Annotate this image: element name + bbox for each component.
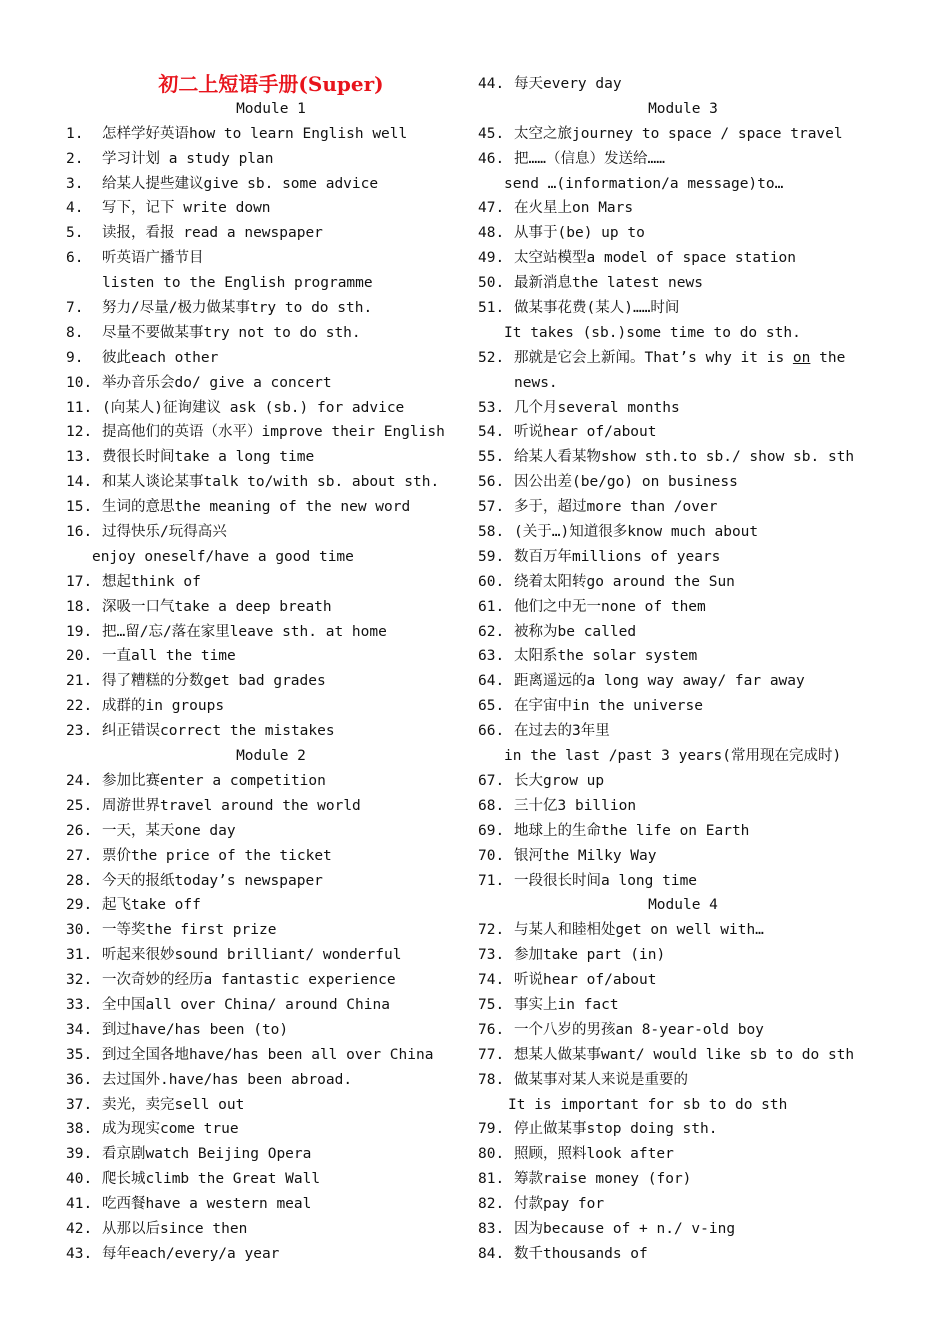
phrase-item: [478, 1142, 878, 1167]
item-text: 听英语广播节目: [102, 250, 204, 267]
phrase-item: [66, 1093, 466, 1118]
item-text: 一次奇妙的经历a fantastic experience: [102, 972, 396, 989]
phrase-item: [478, 968, 878, 993]
module-heading: Module 3: [648, 100, 718, 117]
phrase-item: [66, 1242, 466, 1267]
item-number: 65.: [478, 698, 505, 715]
phrase-item: [478, 396, 878, 421]
phrase-item: [478, 271, 878, 296]
item-text: 听起来很妙sound brilliant/ wonderful: [102, 947, 402, 964]
phrase-item: [478, 918, 878, 943]
phrase-item: [66, 246, 466, 271]
item-number: 51.: [478, 300, 505, 317]
item-number: 22.: [66, 698, 93, 715]
item-text: 那就是它会上新闻。That’s why it is: [514, 349, 793, 366]
item-number: 32.: [66, 972, 93, 989]
item-number: 36.: [66, 1071, 93, 1088]
item-number: 1.: [66, 125, 84, 142]
item-text: 一直all the time: [102, 648, 236, 665]
item-text: 到过全国各地have/has been all over China: [102, 1046, 434, 1063]
item-text: 深吸一口气take a deep breath: [102, 598, 332, 615]
item-number: 66.: [478, 723, 505, 740]
phrase-item: [478, 1167, 878, 1192]
item-text: 数百万年millions of years: [514, 548, 721, 565]
item-text: 听说hear of/about: [514, 424, 657, 441]
item-number: 20.: [66, 648, 93, 665]
item-number: 61.: [478, 598, 505, 615]
phrase-continuation: enjoy oneself/have a good time: [92, 548, 354, 565]
item-text: 筹款raise money (for): [514, 1171, 692, 1188]
item-text: 太空站模型a model of space station: [514, 250, 797, 267]
item-number: 14.: [66, 474, 93, 491]
underlined-word: on: [792, 349, 811, 366]
item-text: 爬长城climb the Great Wall: [102, 1171, 321, 1188]
item-number: 24.: [66, 772, 93, 789]
item-text: 想起think of: [102, 573, 201, 590]
item-number: 18.: [66, 598, 93, 615]
phrase-item: [478, 1192, 878, 1217]
item-number: 21.: [66, 673, 93, 690]
item-text: 太阳系the solar system: [514, 648, 698, 665]
phrase-item: [66, 1043, 466, 1068]
item-number: 4.: [66, 200, 84, 217]
item-text: 几个月several months: [514, 399, 680, 416]
item-text: 去过国外.have/has been abroad.: [102, 1071, 353, 1088]
item-number: 69.: [478, 822, 505, 839]
phrase-continuation: It takes (sb.)some time to do sth.: [504, 324, 801, 341]
item-text: 周游世界travel around the world: [102, 797, 361, 814]
phrase-item: [66, 719, 466, 744]
item-text: 他们之中无一none of them: [514, 598, 706, 615]
left-column: [66, 72, 466, 1267]
item-number: 54.: [478, 424, 505, 441]
phrase-item: [478, 296, 878, 321]
module-heading: Module 1: [236, 100, 306, 117]
phrase-item: [478, 1242, 878, 1267]
phrase-item: [478, 669, 878, 694]
item-text: 因为because of + n./ v-ing: [514, 1220, 736, 1237]
item-text: 尽量不要做某事try not to do sth.: [102, 324, 361, 341]
item-number: 74.: [478, 972, 505, 989]
phrase-item: [66, 396, 466, 421]
item-number: 44.: [478, 76, 505, 92]
phrase-continuation: send …(information/a message)to…: [504, 175, 784, 192]
item-text: 卖光，卖完sell out: [102, 1096, 245, 1113]
item-number: 52.: [478, 349, 505, 366]
item-text: 过得快乐/玩得高兴: [102, 524, 227, 541]
phrase-item: [478, 1068, 878, 1093]
phrase-item: [66, 172, 466, 197]
item-number: 42.: [66, 1220, 93, 1237]
item-text: 长大grow up: [514, 772, 605, 789]
item-number: 40.: [66, 1171, 93, 1188]
phrase-item: [478, 1217, 878, 1242]
item-text: 把……（信息）发送给……: [514, 150, 665, 167]
phrase-item: [478, 470, 878, 495]
item-text: 多于，超过more than /over: [514, 499, 718, 516]
item-text: 一个八岁的男孩an 8-year-old boy: [514, 1021, 764, 1038]
phrase-item: [66, 122, 466, 147]
phrase-item: [478, 1018, 878, 1043]
item-number: 33.: [66, 996, 93, 1013]
phrase-item: [66, 794, 466, 819]
item-text: 看京剧watch Beijing Opera: [102, 1146, 312, 1163]
phrase-item: [66, 869, 466, 894]
item-text: 从那以后since then: [102, 1220, 248, 1237]
phrase-item: [478, 694, 878, 719]
item-text: 银河the Milky Way: [514, 847, 657, 864]
item-text: (关于…)知道很多know much about: [514, 524, 759, 541]
phrase-item: [478, 620, 878, 645]
item-number: 62.: [478, 623, 505, 640]
item-number: 82.: [478, 1196, 505, 1213]
phrase-continuation: news.: [514, 374, 558, 391]
phrase-item: [66, 1217, 466, 1242]
phrase-item: [478, 570, 878, 595]
phrase-item: [66, 470, 466, 495]
phrase-item: [66, 147, 466, 172]
phrase-item: [66, 968, 466, 993]
item-number: 84.: [478, 1245, 505, 1262]
phrase-item: [478, 196, 878, 221]
phrase-item: [478, 595, 878, 620]
phrase-item: [66, 570, 466, 595]
item-number: 34.: [66, 1021, 93, 1038]
item-number: 56.: [478, 474, 505, 491]
item-text: 在火星上on Mars: [514, 200, 634, 217]
item-number: 55.: [478, 449, 505, 466]
phrase-item: [478, 495, 878, 520]
item-text: 生词的意思the meaning of the new word: [102, 499, 411, 516]
phrase-item: [478, 246, 878, 271]
item-text: 举办音乐会do/ give a concert: [102, 374, 332, 391]
item-text: 太空之旅journey to space / space travel: [514, 125, 843, 142]
item-number: 35.: [66, 1046, 93, 1063]
item-number: 27.: [66, 847, 93, 864]
phrase-continuation: It is important for sb to do sth: [508, 1096, 788, 1113]
item-number: 49.: [478, 250, 505, 267]
phrase-item: [478, 993, 878, 1018]
item-number: 68.: [478, 797, 505, 814]
item-number: 7.: [66, 300, 84, 317]
item-number: 19.: [66, 623, 93, 640]
page-title: 初二上短语手册(Super): [158, 72, 384, 96]
phrase-item: [478, 794, 878, 819]
phrase-item: [66, 1167, 466, 1192]
item-text: 得了糟糕的分数get bad grades: [102, 673, 326, 690]
item-number: 11.: [66, 399, 93, 416]
phrase-item: [66, 196, 466, 221]
item-number: 83.: [478, 1220, 505, 1237]
phrase-item: [66, 694, 466, 719]
item-number: 79.: [478, 1121, 505, 1138]
item-number: 8.: [66, 324, 84, 341]
phrase-item: [478, 1117, 878, 1142]
item-text: 因公出差(be/go) on business: [514, 474, 738, 491]
item-number: 60.: [478, 573, 505, 590]
item-text: 读报，看报 read a newspaper: [102, 225, 323, 242]
item-text: 怎样学好英语how to learn English well: [102, 125, 408, 142]
item-text: 一段很长时间a long time: [514, 872, 698, 889]
item-text: 纠正错误correct the mistakes: [102, 723, 335, 740]
item-text: 做某事花费(某人)……时间: [514, 300, 680, 317]
item-text: 费很长时间take a long time: [102, 449, 315, 466]
phrase-item: [478, 147, 878, 172]
item-number: 3.: [66, 175, 84, 192]
phrase-item: [66, 321, 466, 346]
item-number: 26.: [66, 822, 93, 839]
phrase-item: [66, 1068, 466, 1093]
item-number: 71.: [478, 872, 505, 889]
item-text: 绕着太阳转go around the Sun: [514, 573, 735, 590]
item-number: 17.: [66, 573, 93, 590]
item-text: 三十亿3 billion: [514, 797, 637, 814]
phrase-item: [66, 221, 466, 246]
item-number: 50.: [478, 275, 505, 292]
item-text: 照顾，照料look after: [514, 1146, 674, 1163]
item-number: 70.: [478, 847, 505, 864]
item-text: 学习计划 a study plan: [102, 150, 274, 167]
phrase-item: [478, 445, 878, 470]
phrase-item: [66, 1192, 466, 1217]
item-number: 63.: [478, 648, 505, 665]
item-text-tail: the: [810, 349, 846, 366]
phrase-item: [66, 445, 466, 470]
item-number: 81.: [478, 1171, 505, 1188]
item-number: 67.: [478, 772, 505, 789]
item-text: 想某人做某事want/ would like sb to do sth: [514, 1046, 855, 1063]
item-text: 与某人和睦相处get on well with…: [514, 922, 764, 939]
item-text: 到过have/has been (to): [102, 1021, 289, 1038]
item-text: 付款pay for: [514, 1196, 605, 1213]
right-column: [478, 72, 878, 1267]
phrase-item: [66, 669, 466, 694]
phrase-item: [66, 1142, 466, 1167]
item-number: 15.: [66, 499, 93, 516]
item-number: 28.: [66, 872, 93, 889]
item-text: 距离遥远的a long way away/ far away: [514, 673, 805, 690]
item-number: 29.: [66, 897, 93, 914]
item-text: 努力/尽量/极力做某事try to do sth.: [102, 300, 373, 317]
item-text: 参加take part (in): [514, 947, 666, 964]
phrase-item: [66, 420, 466, 445]
phrase-item: [66, 769, 466, 794]
item-text: 起飞take off: [102, 897, 201, 914]
phrase-item: [66, 296, 466, 321]
item-text: 今天的报纸today’s newspaper: [102, 872, 323, 889]
item-text: 在过去的3年里: [514, 723, 610, 740]
item-text: 听说hear of/about: [514, 972, 657, 989]
phrase-item: [66, 346, 466, 371]
phrase-item: [478, 819, 878, 844]
item-number: 5.: [66, 225, 84, 242]
item-number: 9.: [66, 349, 84, 366]
item-number: 80.: [478, 1146, 505, 1163]
item-number: 16.: [66, 524, 93, 541]
item-text: 参加比赛enter a competition: [102, 772, 326, 789]
item-text: (向某人)征询建议 ask (sb.) for advice: [102, 399, 405, 416]
item-number: 57.: [478, 499, 505, 516]
item-number: 13.: [66, 449, 93, 466]
phrase-item: [478, 1043, 878, 1068]
item-number: 23.: [66, 723, 93, 740]
item-text: 一天，某天one day: [102, 822, 236, 839]
item-number: 77.: [478, 1046, 505, 1063]
phrase-continuation: in the last /past 3 years(常用现在完成时): [504, 748, 842, 765]
item-text: 从事于(be) up to: [514, 225, 645, 242]
item-number: 31.: [66, 947, 93, 964]
phrase-item: [478, 719, 878, 744]
item-text: 写下，记下 write down: [102, 200, 271, 217]
item-text: 全中国all over China/ around China: [102, 996, 390, 1013]
item-text: 停止做某事stop doing sth.: [514, 1121, 718, 1138]
item-number: 41.: [66, 1196, 93, 1213]
phrase-item: [66, 993, 466, 1018]
phrase-item: [66, 371, 466, 396]
item-number: 75.: [478, 996, 505, 1013]
item-number: 45.: [478, 125, 505, 142]
phrase-item: [66, 595, 466, 620]
item-text: 事实上in fact: [514, 996, 619, 1013]
phrase-item: [66, 893, 466, 918]
module-heading: Module 4: [648, 897, 718, 914]
phrase-item: [478, 72, 878, 97]
item-text: 数千thousands of: [514, 1245, 648, 1262]
item-number: 46.: [478, 150, 505, 167]
item-text: 做某事对某人来说是重要的: [514, 1071, 688, 1088]
item-number: 10.: [66, 374, 93, 391]
phrase-item: [478, 122, 878, 147]
item-text: 提高他们的英语（水平）improve their English: [102, 424, 445, 441]
phrase-item: [478, 420, 878, 445]
phrase-item: [66, 1117, 466, 1142]
item-text: 把…留/忘/落在家里leave sth. at home: [102, 623, 387, 640]
phrase-item: [66, 520, 466, 545]
item-number: 39.: [66, 1146, 93, 1163]
item-number: 78.: [478, 1071, 505, 1088]
item-number: 64.: [478, 673, 505, 690]
phrase-item: [66, 644, 466, 669]
item-text: 给某人看某物show sth.to sb./ show sb. sth: [514, 449, 855, 466]
item-number: 73.: [478, 947, 505, 964]
item-text: 成群的in groups: [102, 698, 225, 715]
item-number: 37.: [66, 1096, 93, 1113]
item-text: 最新消息the latest news: [514, 275, 703, 292]
item-number: 76.: [478, 1021, 505, 1038]
item-number: 48.: [478, 225, 505, 242]
item-text: 和某人谈论某事talk to/with sb. about sth.: [102, 474, 440, 491]
phrase-item: [66, 1018, 466, 1043]
item-number: 6.: [66, 250, 84, 267]
item-number: 12.: [66, 424, 93, 441]
item-number: 59.: [478, 548, 505, 565]
phrase-continuation: listen to the English programme: [102, 275, 373, 292]
item-text: 成为现实come true: [102, 1121, 239, 1138]
item-text: 地球上的生命the life on Earth: [514, 822, 750, 839]
phrase-item: [66, 495, 466, 520]
item-text: 给某人提些建议give sb. some advice: [102, 175, 379, 192]
item-number: 43.: [66, 1245, 93, 1262]
phrase-item: [66, 918, 466, 943]
item-number: 25.: [66, 797, 93, 814]
module-heading: Module 2: [236, 748, 306, 765]
phrase-item: [478, 869, 878, 894]
item-number: 30.: [66, 922, 93, 939]
phrase-item: [66, 943, 466, 968]
item-text: 每年each/every/a year: [102, 1245, 280, 1262]
phrase-item: [66, 819, 466, 844]
item-number: 53.: [478, 399, 505, 416]
item-number: 2.: [66, 150, 84, 167]
item-text: 被称为be called: [514, 623, 637, 640]
phrase-item: [478, 520, 878, 545]
item-text: 在宇宙中in the universe: [514, 698, 703, 715]
item-number: 58.: [478, 524, 505, 541]
item-text: 票价the price of the ticket: [102, 847, 332, 864]
phrase-item: [478, 221, 878, 246]
phrase-item: [478, 844, 878, 869]
item-text: 一等奖the first prize: [102, 922, 277, 939]
phrase-item: [478, 346, 878, 371]
phrase-item: [66, 620, 466, 645]
phrase-item: [478, 943, 878, 968]
phrase-item: [66, 844, 466, 869]
phrase-item: [478, 769, 878, 794]
item-number: 38.: [66, 1121, 93, 1138]
item-number: 72.: [478, 922, 505, 939]
phrase-item: [478, 545, 878, 570]
item-text: 彼此each other: [102, 349, 219, 366]
item-text: 吃西餐have a western meal: [102, 1196, 312, 1213]
item-text: 每天every day: [514, 76, 622, 92]
item-number: 47.: [478, 200, 505, 217]
phrase-item: [478, 644, 878, 669]
